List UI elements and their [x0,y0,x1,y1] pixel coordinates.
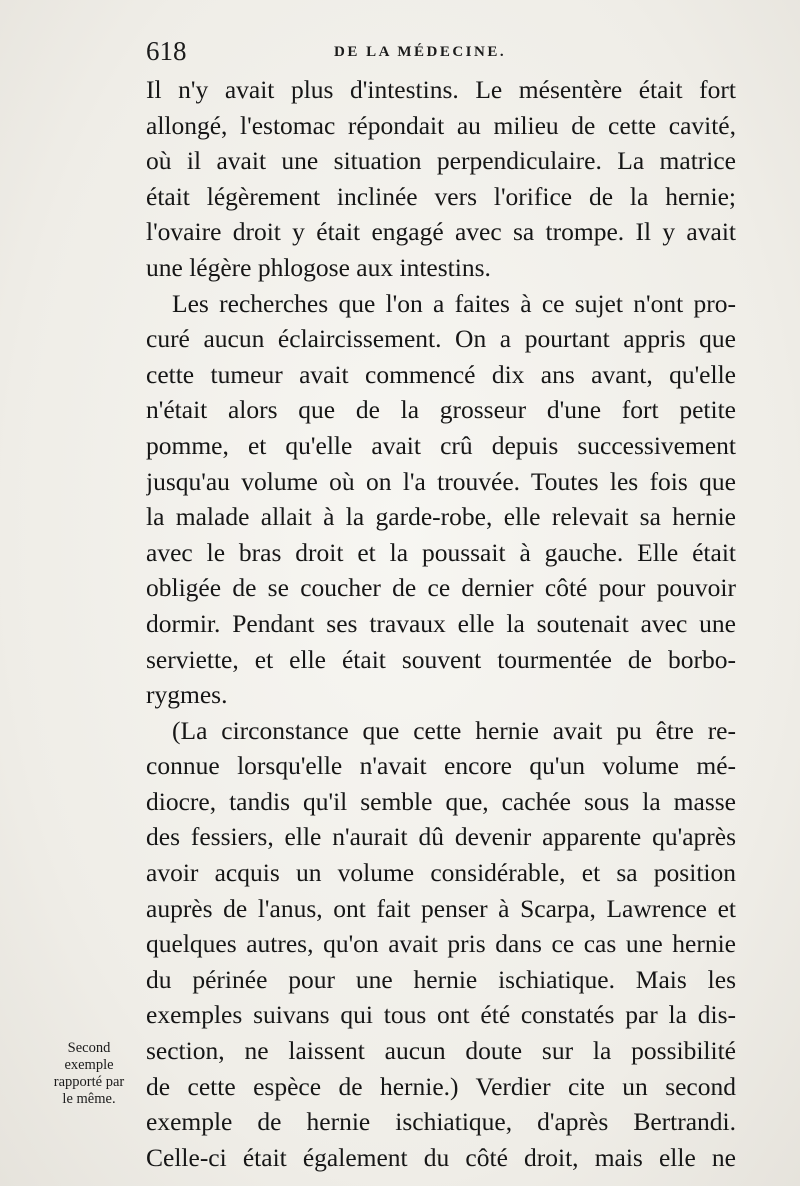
text-line: diocre, tandis qu'il semble que, cachée sous la masse [146,786,736,816]
text-line: des fessiers, elle n'aurait dû devenir apparente qu'après [146,822,736,852]
text-line: curé aucun éclaircissement. On a pourtant appris que [146,324,736,354]
margin-note-line: Second [67,1040,111,1056]
text-line: exemple de hernie ischiatique, d'après Bertrandi. [146,1107,736,1137]
text-line: (La circonstance que cette hernie avait pu être re- [172,715,736,745]
running-head: DE LA MÉDECINE. [334,44,507,60]
text-line: exemples suivans qui tous ont été constatés par la dis- [146,1000,736,1030]
text-line: dormir. Pendant ses travaux elle la soutenait avec une [146,608,736,638]
text-line: connue lorsqu'elle n'avait encore qu'un volume mé- [146,751,736,781]
text-line: cette tumeur avait commencé dix ans avant, qu'elle [146,359,736,389]
text-line: n'était alors que de la grosseur d'une fort petite [146,395,736,425]
text-line: une légère phlogose aux intestins. [146,252,491,282]
page-number: 618 [146,36,187,66]
text-line: était légèrement inclinée vers l'orifice de la hernie; [146,181,736,211]
text-line: la malade allait à la garde-robe, elle relevait sa hernie [146,502,736,532]
margin-note-line: le même. [62,1091,116,1107]
text-line: rygmes. [146,680,228,710]
text-line: du périnée pour une hernie ischiatique. Mais les [146,964,736,994]
text-line: avoir acquis un volume considérable, et sa position [146,858,736,888]
text-line: jusqu'au volume où on l'a trouvée. Toutes les fois que [146,466,736,496]
margin-note [34,1040,144,1108]
text-line: de cette espèce de hernie.) Verdier cite un second [146,1071,736,1101]
margin-note-line: exemple [64,1057,114,1073]
text-line: auprès de l'anus, ont fait penser à Scarpa, Lawrence et [146,893,736,923]
text-line: pomme, et qu'elle avait crû depuis successivement [146,430,736,460]
text-line: allongé, l'estomac répondait au milieu de cette cavité, [146,110,736,140]
text-line: avec le bras droit et la poussait à gauche. Elle était [146,537,736,567]
text-line: où il avait une situation perpendiculaire. La matrice [146,146,736,176]
text-line: serviette, et elle était souvent tourmentée de borbo- [146,644,736,674]
text-line: section, ne laissent aucun doute sur la possibilité [146,1036,736,1066]
page-header [146,36,736,70]
text-line: Il n'y avait plus d'intestins. Le mésentère était fort [146,75,736,104]
text-line: l'ovaire droit y était engagé avec sa trompe. Il y avait [146,217,736,247]
margin-note-line: rapporté par [53,1074,125,1090]
text-line: obligée de se coucher de ce dernier côté pour pouvoir [146,573,736,603]
body-text [146,72,736,1175]
text-line: Les recherches que l'on a faites à ce sujet n'ont pro- [172,288,736,318]
text-line: Celle-ci était également du côté droit, mais elle ne [146,1142,736,1172]
text-line: quelques autres, qu'on avait pris dans ce cas une hernie [146,929,736,959]
